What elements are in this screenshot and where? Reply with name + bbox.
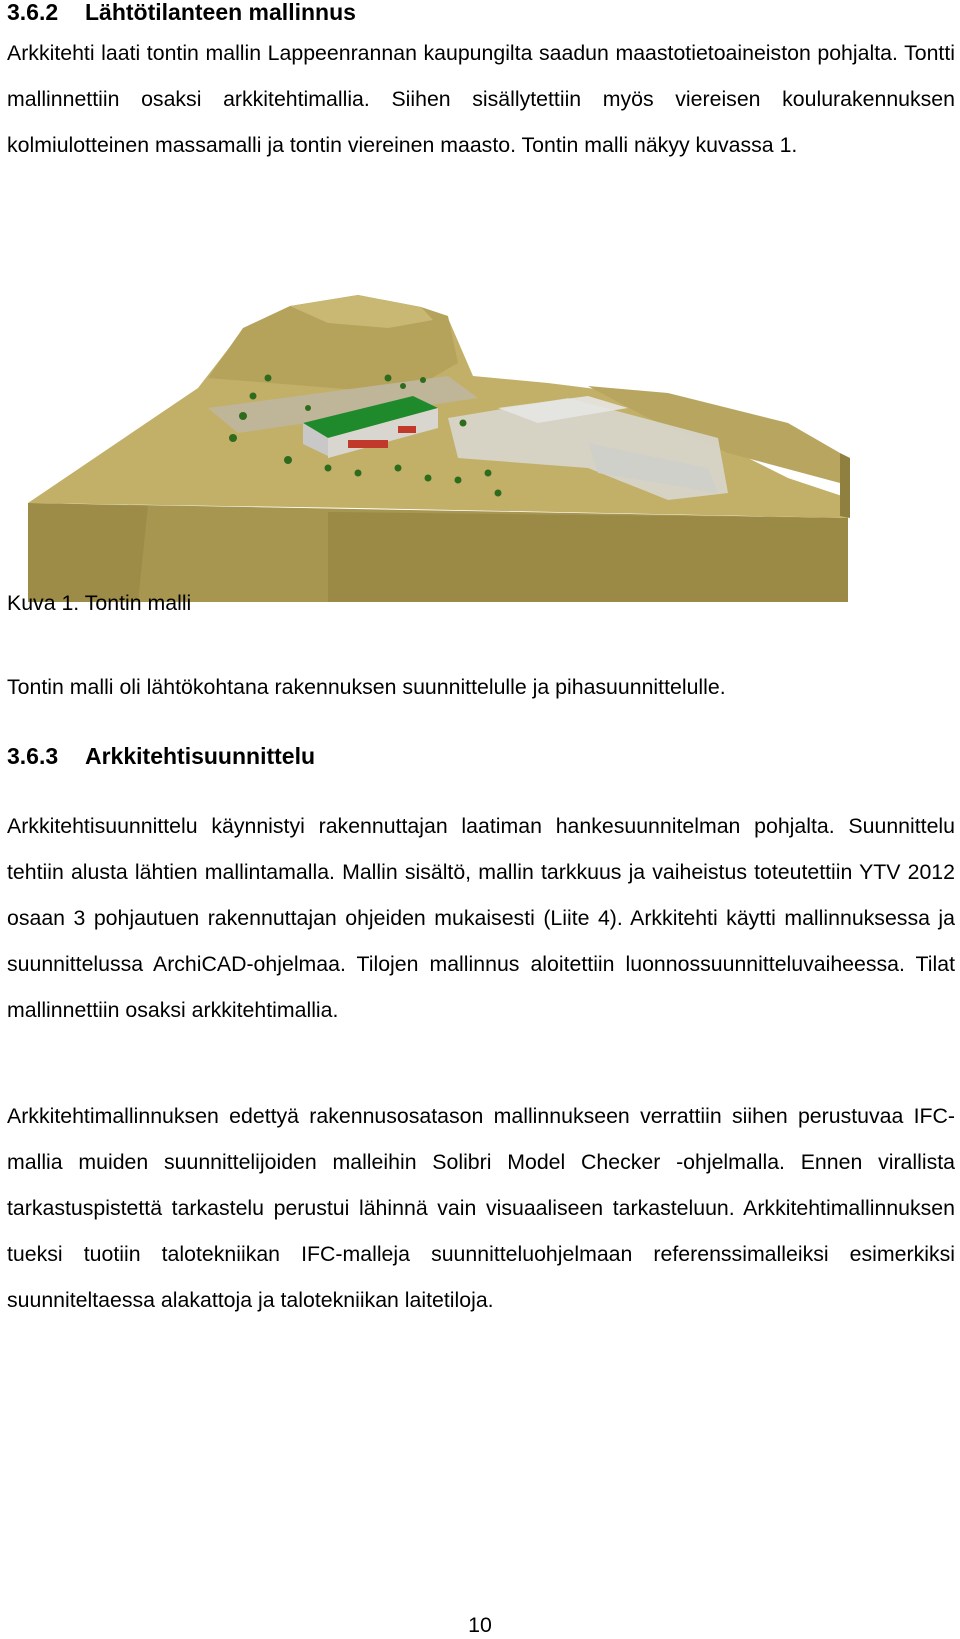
design-paragraph-2: Arkkitehtimallinnuksen edettyä rakennusosatason mallinnukseen verrattiin siihen perustuvaa IFC-mallia muiden suunnittelijoiden malleihin Solibri Model Checker -ohjelmalla. Ennen virallista tarkastuspistettä tarkastelu perustui lähinnä vain visuaaliseen tarkasteluun. Arkkitehtimallinnuksen tueksi tuotiin talotekniikan IFC-malleja suunnitteluohjelmaan referenssimalleiksi esimerkiksi suunniteltaessa alakattoja ja talotekniikan laitetiloja. xyxy=(7,1104,955,1312)
figure-caption: Kuva 1. Tontin malli xyxy=(7,591,192,615)
intro-paragraph: Arkkitehti laati tontin mallin Lappeenrannan kaupungilta saadun maastotietoaineiston pohjalta. Tontti mallinnettiin osaksi arkkitehtimallia. Siihen sisällytettiin myös viereisen koulurakennuksen kolmiulotteinen massamalli ja tontin viereinen maasto. Tontin malli näkyy kuvassa 1. xyxy=(7,41,955,157)
section-heading-3-6-2 xyxy=(7,0,356,26)
site-model-image xyxy=(28,268,890,602)
design-paragraph-1: Arkkitehtisuunnittelu käynnistyi rakennuttajan laatiman hankesuunnitelman pohjalta. Suunnittelu tehtiin alusta lähtien mallintamalla. Mallin sisältö, mallin tarkkuus ja vaiheistus toteutettiin YTV 2012 osaan 3 pohjautuen rakennuttajan ohjeiden mukaisesti (Liite 4). Arkkitehti käytti mallinnuksessa ja suunnittelussa ArchiCAD-ohjelmaa. Tilojen mallinnus aloitettiin luonnossuunnitteluvaiheessa. Tilat mallinnettiin osaksi arkkitehtimallia. xyxy=(7,814,955,1022)
site-model-figure xyxy=(28,268,890,602)
section-title: Arkkitehtisuunnittelu xyxy=(85,743,316,769)
section-heading-3-6-3 xyxy=(7,742,315,770)
section-title: Lähtötilanteen mallinnus xyxy=(85,0,356,25)
figure-followup-paragraph: Tontin malli oli lähtökohtana rakennuksen suunnittelulle ja pihasuunnittelulle. xyxy=(7,675,726,699)
section-number: 3.6.3 xyxy=(7,743,59,769)
page-number: 10 xyxy=(468,1613,492,1637)
section-number: 3.6.2 xyxy=(7,0,59,25)
